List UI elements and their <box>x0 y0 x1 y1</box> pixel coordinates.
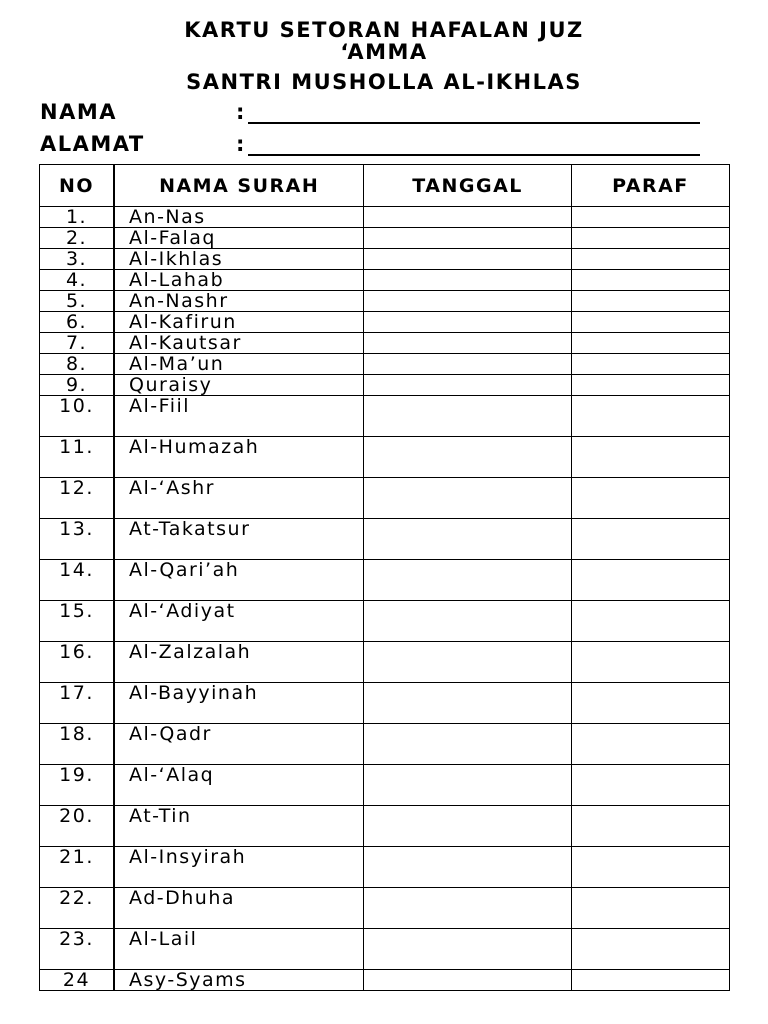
paraf-cell[interactable] <box>571 333 729 354</box>
row-number: 2. <box>40 228 115 249</box>
card-title-line-2: ‘AMMA <box>340 40 428 64</box>
table-row <box>40 249 730 270</box>
row-number: 17. <box>40 683 115 724</box>
paraf-cell[interactable] <box>571 312 729 333</box>
table-row <box>40 478 730 519</box>
surah-name: Al-‘Adiyat <box>114 601 364 642</box>
row-number: 21. <box>40 847 115 888</box>
paraf-cell[interactable] <box>571 354 729 375</box>
paraf-cell[interactable] <box>571 560 729 601</box>
paraf-cell[interactable] <box>571 806 729 847</box>
row-number: 6. <box>40 312 115 333</box>
row-number: 14. <box>40 560 115 601</box>
tanggal-cell[interactable] <box>364 683 572 724</box>
tanggal-cell[interactable] <box>364 291 572 312</box>
surah-name: Al-‘Alaq <box>114 765 364 806</box>
nama-colon: : <box>236 100 246 124</box>
paraf-cell[interactable] <box>571 970 729 991</box>
surah-name: Al-Lahab <box>114 270 364 291</box>
row-number: 16. <box>40 642 115 683</box>
tanggal-cell[interactable] <box>364 375 572 396</box>
row-number: 4. <box>40 270 115 291</box>
card-subtitle: SANTRI MUSHOLLA AL-IKHLAS <box>186 70 582 94</box>
row-number: 20. <box>40 806 115 847</box>
tanggal-cell[interactable] <box>364 847 572 888</box>
surah-name: Al-Kafirun <box>114 312 364 333</box>
tanggal-cell[interactable] <box>364 354 572 375</box>
paraf-cell[interactable] <box>571 375 729 396</box>
alamat-colon: : <box>236 132 246 156</box>
surah-name: An-Nashr <box>114 291 364 312</box>
paraf-cell[interactable] <box>571 437 729 478</box>
header-no: NO <box>40 165 115 207</box>
row-number: 11. <box>40 437 115 478</box>
tanggal-cell[interactable] <box>364 970 572 991</box>
alamat-field <box>40 132 700 156</box>
surah-name: Ad-Dhuha <box>114 888 364 929</box>
surah-name: An-Nas <box>114 207 364 228</box>
surah-name: Asy-Syams <box>114 970 364 991</box>
paraf-cell[interactable] <box>571 888 729 929</box>
tanggal-cell[interactable] <box>364 228 572 249</box>
table-row <box>40 396 730 437</box>
table-row <box>40 375 730 396</box>
tanggal-cell[interactable] <box>364 519 572 560</box>
surah-name: Al-Ikhlas <box>114 249 364 270</box>
header-paraf: PARAF <box>571 165 729 207</box>
row-number: 18. <box>40 724 115 765</box>
table-row <box>40 560 730 601</box>
row-number: 10. <box>40 396 115 437</box>
tanggal-cell[interactable] <box>364 806 572 847</box>
paraf-cell[interactable] <box>571 765 729 806</box>
header-nama-surah: NAMA SURAH <box>114 165 364 207</box>
table-row <box>40 683 730 724</box>
tanggal-cell[interactable] <box>364 249 572 270</box>
tanggal-cell[interactable] <box>364 765 572 806</box>
row-number: 19. <box>40 765 115 806</box>
table-row <box>40 888 730 929</box>
paraf-cell[interactable] <box>571 270 729 291</box>
paraf-cell[interactable] <box>571 683 729 724</box>
surah-name: Al-Kautsar <box>114 333 364 354</box>
table-row <box>40 806 730 847</box>
tanggal-cell[interactable] <box>364 642 572 683</box>
alamat-label: ALAMAT <box>40 132 145 156</box>
row-number: 3. <box>40 249 115 270</box>
tanggal-cell[interactable] <box>364 478 572 519</box>
row-number: 12. <box>40 478 115 519</box>
row-number: 24 <box>40 970 115 991</box>
surah-name: Al-Qadr <box>114 724 364 765</box>
table-row <box>40 270 730 291</box>
table-row <box>40 601 730 642</box>
header-tanggal: TANGGAL <box>364 165 572 207</box>
tanggal-cell[interactable] <box>364 724 572 765</box>
tanggal-cell[interactable] <box>364 601 572 642</box>
table-row <box>40 291 730 312</box>
tanggal-cell[interactable] <box>364 437 572 478</box>
surah-name: Al-Zalzalah <box>114 642 364 683</box>
row-number: 5. <box>40 291 115 312</box>
tanggal-cell[interactable] <box>364 929 572 970</box>
row-number: 7. <box>40 333 115 354</box>
row-number: 1. <box>40 207 115 228</box>
tanggal-cell[interactable] <box>364 560 572 601</box>
paraf-cell[interactable] <box>571 519 729 560</box>
paraf-cell[interactable] <box>571 478 729 519</box>
paraf-cell[interactable] <box>571 249 729 270</box>
paraf-cell[interactable] <box>571 228 729 249</box>
paraf-cell[interactable] <box>571 207 729 228</box>
row-number: 23. <box>40 929 115 970</box>
paraf-cell[interactable] <box>571 929 729 970</box>
table-row <box>40 207 730 228</box>
paraf-cell[interactable] <box>571 847 729 888</box>
nama-field <box>40 100 700 124</box>
table-row <box>40 724 730 765</box>
surah-name: Al-Qari’ah <box>114 560 364 601</box>
table-row <box>40 929 730 970</box>
table-row <box>40 437 730 478</box>
surah-name: At-Tin <box>114 806 364 847</box>
nama-label: NAMA <box>40 100 117 124</box>
alamat-blank-line[interactable] <box>248 134 700 156</box>
surah-name: Al-Bayyinah <box>114 683 364 724</box>
card-title-line-1: KARTU SETORAN HAFALAN JUZ <box>184 18 584 42</box>
surah-name: Quraisy <box>114 375 364 396</box>
table-row <box>40 847 730 888</box>
paraf-cell[interactable] <box>571 601 729 642</box>
table-row <box>40 228 730 249</box>
table-row <box>40 765 730 806</box>
table-row <box>40 970 730 991</box>
surah-name: Al-Fiil <box>114 396 364 437</box>
row-number: 9. <box>40 375 115 396</box>
tanggal-cell[interactable] <box>364 207 572 228</box>
surah-name: At-Takatsur <box>114 519 364 560</box>
surah-name: Al-‘Ashr <box>114 478 364 519</box>
paraf-cell[interactable] <box>571 291 729 312</box>
row-number: 22. <box>40 888 115 929</box>
row-number: 15. <box>40 601 115 642</box>
nama-blank-line[interactable] <box>248 102 700 124</box>
row-number: 8. <box>40 354 115 375</box>
surah-name: Al-Ma’un <box>114 354 364 375</box>
surah-name: Al-Falaq <box>114 228 364 249</box>
tanggal-cell[interactable] <box>364 396 572 437</box>
row-number: 13. <box>40 519 115 560</box>
paraf-cell[interactable] <box>571 642 729 683</box>
table-row <box>40 354 730 375</box>
memorization-table <box>39 164 730 991</box>
paraf-cell[interactable] <box>571 396 729 437</box>
paraf-cell[interactable] <box>571 724 729 765</box>
table-row <box>40 333 730 354</box>
tanggal-cell[interactable] <box>364 888 572 929</box>
tanggal-cell[interactable] <box>364 270 572 291</box>
table-row <box>40 312 730 333</box>
surah-name: Al-Lail <box>114 929 364 970</box>
table-row <box>40 642 730 683</box>
tanggal-cell[interactable] <box>364 312 572 333</box>
surah-name: Al-Humazah <box>114 437 364 478</box>
surah-name: Al-Insyirah <box>114 847 364 888</box>
table-row <box>40 519 730 560</box>
tanggal-cell[interactable] <box>364 333 572 354</box>
table-header-row <box>40 165 730 207</box>
